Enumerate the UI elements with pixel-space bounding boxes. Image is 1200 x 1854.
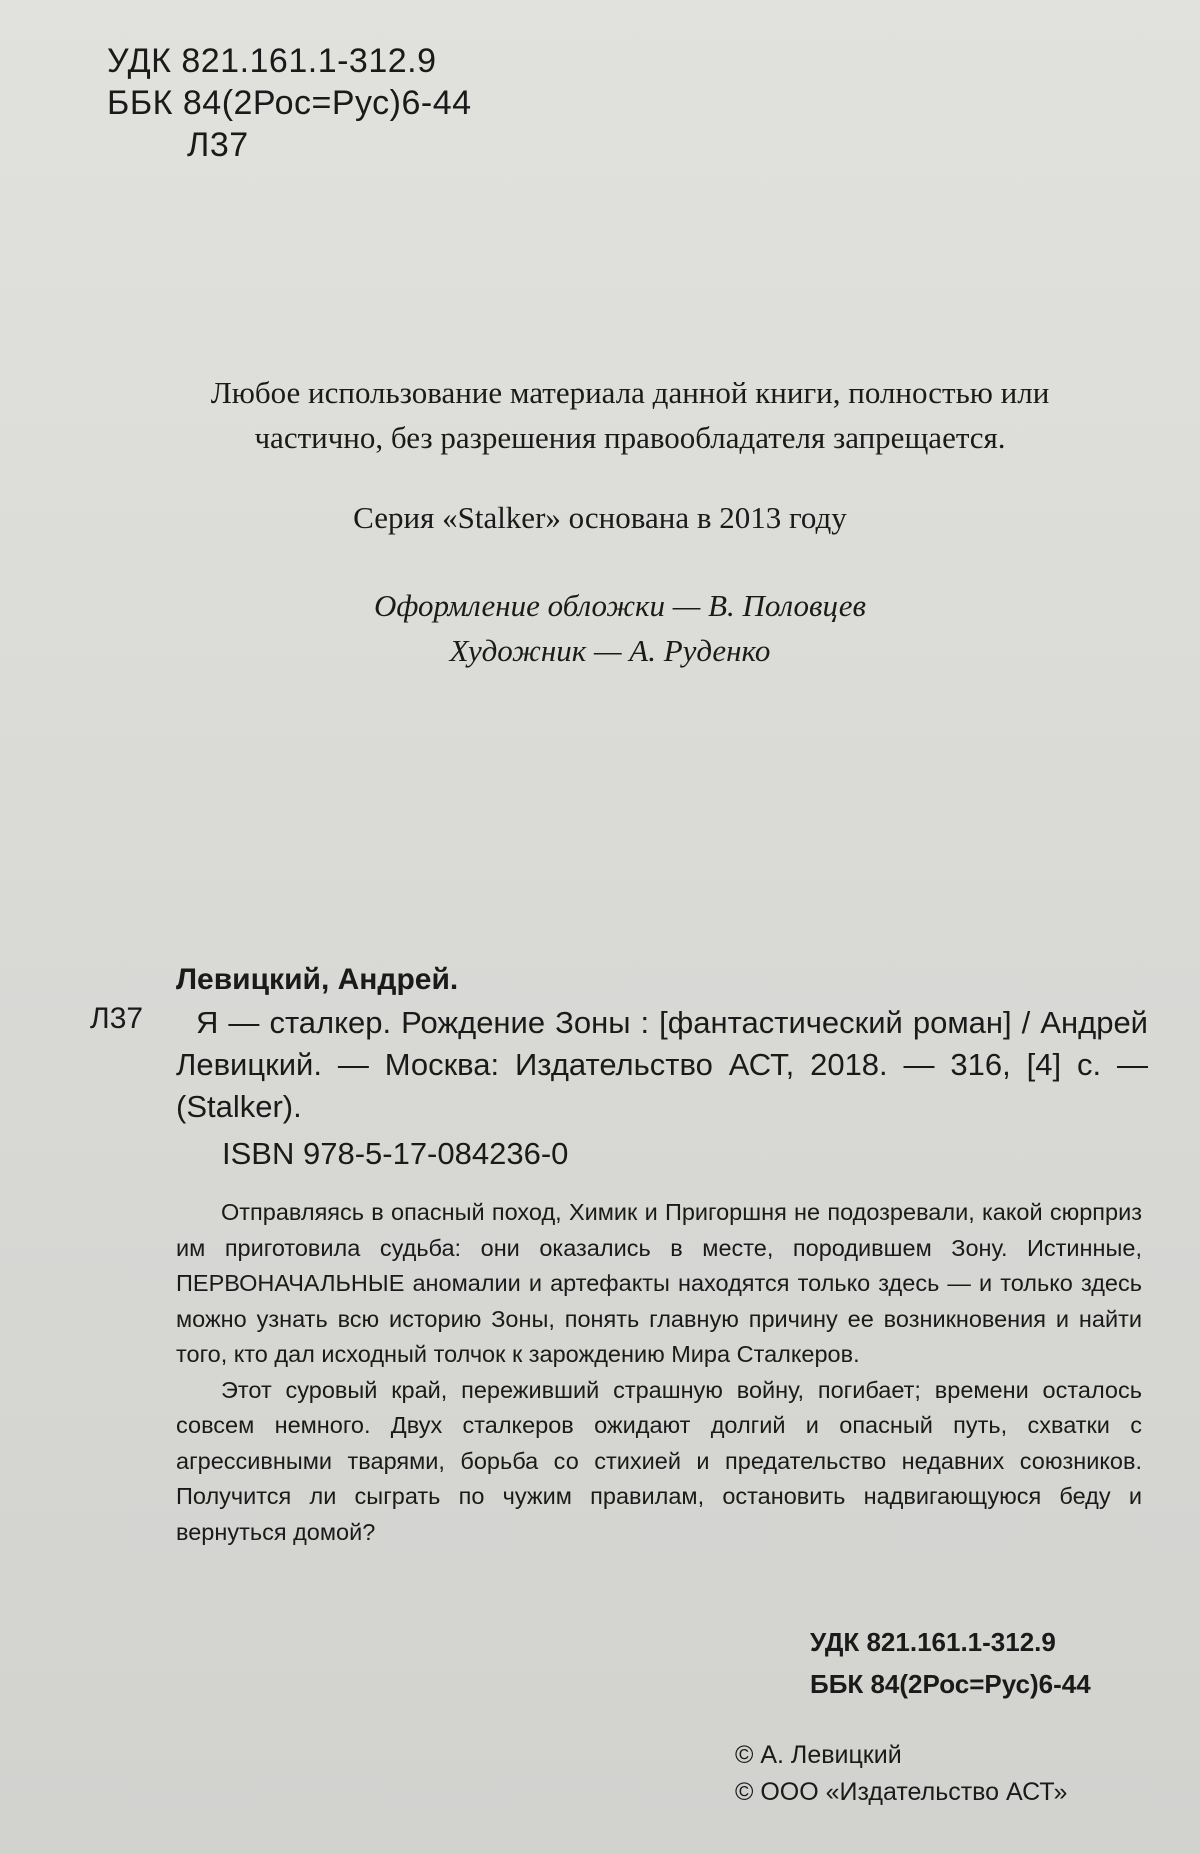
record-call-number: Л37: [90, 1002, 144, 1035]
record-description: [176, 1002, 1148, 1128]
copyright-lines: [735, 1737, 1067, 1811]
classification-codes-bottom: [810, 1621, 1091, 1705]
record-description-text: Я — сталкер. Рождение Зоны : [фантастический роман] / Андрей Левицкий. — Москва: Издательство АСТ, 2018. — 316, [4] с. — (Stalker).: [176, 1005, 1148, 1124]
author-mark: Л37: [187, 126, 249, 164]
udk-code-bottom: УДК 821.161.1-312.9: [810, 1627, 1056, 1657]
copyright-notice: [100, 370, 1160, 460]
bbk-code: ББК 84(2Рос=Рус)6-44: [107, 84, 472, 122]
series-note: Серия «Stalker» основана в 2013 году: [353, 500, 847, 535]
annotation: [176, 1195, 1142, 1550]
publisher-copyright: © ООО «Издательство АСТ»: [735, 1778, 1068, 1806]
copyright-notice-line-2: частично, без разрешения правообладателя запрещается.: [254, 420, 1006, 455]
isbn: ISBN 978-5-17-084236-0: [222, 1136, 569, 1171]
udk-code: УДК 821.161.1-312.9: [107, 42, 437, 80]
copyright-notice-line-1: Любое использование материала данной книги, полностью или: [210, 375, 1050, 410]
record-author: Левицкий, Андрей.: [176, 963, 459, 996]
bbk-code-bottom: ББК 84(2Рос=Рус)6-44: [810, 1669, 1091, 1699]
annotation-paragraph-1: Отправляясь в опасный поход, Химик и Пригоршня не подозревали, какой сюрприз им приготовила судьба: они оказались в месте, породившем Зону. Истинные, ПЕРВОНАЧАЛЬНЫЕ аномалии и артефакты находятся только здесь — и только здесь можно узнать всю историю Зоны, понять главную причину ее возникновения и найти того, кто дал исходный толчок к зарождению Мира Сталкеров.: [176, 1199, 1142, 1367]
annotation-paragraph-2: Этот суровый край, переживший страшную войну, погибает; времени осталось совсем немного. Двух сталкеров ожидают долгий и опасный путь, схватки с агрессивными тварями, борьба со стихией и предательство недавних союзников. Получится ли сыграть по чужим правилам, остановить надвигающуюся беду и вернуться домой?: [176, 1376, 1142, 1545]
credits: [0, 583, 1200, 673]
artist-credit: Художник — А. Руденко: [449, 633, 771, 668]
author-copyright: © А. Левицкий: [735, 1741, 902, 1769]
cover-design-credit: Оформление обложки — В. Половцев: [374, 588, 866, 623]
classification-codes-top: [107, 40, 472, 166]
